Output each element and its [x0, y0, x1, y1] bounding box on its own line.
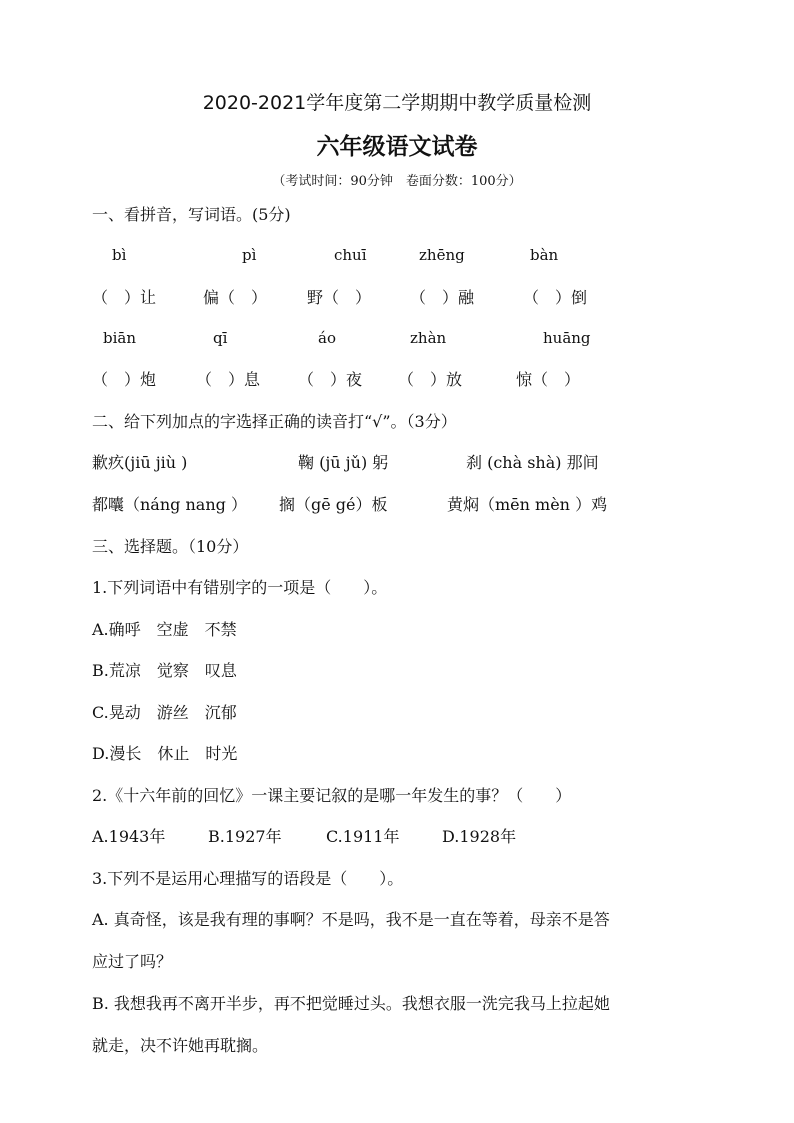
word-blank-1-2[interactable]: 偏（ ） — [203, 288, 268, 307]
section3-heading: 三、选择题。（10分） — [92, 537, 249, 556]
word-blank-1-3[interactable]: 野（ ） — [307, 288, 372, 307]
pronunciation-item-5[interactable]: 搁（gē gé）板 — [279, 495, 388, 514]
question-2-option-b[interactable]: B.1927年 — [208, 827, 282, 846]
question-3-option-a-line1[interactable]: A. 真奇怪，该是我有理的事啊？不是吗，我不是一直在等着，母亲不是答 — [92, 910, 610, 929]
question-3-option-b-line2[interactable]: 就走，决不许她再耽搁。 — [92, 1036, 269, 1055]
word-blank-2-2[interactable]: （ ）息 — [196, 370, 261, 389]
question-2-option-d[interactable]: D.1928年 — [442, 827, 517, 846]
question-1-option-b[interactable]: B.荒凉 觉察 叹息 — [92, 661, 237, 680]
pronunciation-item-6[interactable]: 黄焖（mēn mèn ）鸡 — [447, 495, 608, 514]
pinyin-2-3: áo — [318, 329, 336, 347]
question-3: 3.下列不是运用心理描写的语段是（ ）。 — [92, 869, 404, 888]
exam-info: （考试时间：90分钟 卷面分数：100分） — [272, 174, 522, 189]
question-2-option-a[interactable]: A.1943年 — [92, 827, 166, 846]
pinyin-1-2: pì — [242, 246, 257, 264]
section2-heading: 二、给下列加点的字选择正确的读音打“√”。（3分） — [92, 412, 457, 431]
pinyin-1-1: bì — [112, 246, 127, 264]
pronunciation-item-2[interactable]: 鞠 (jū jǔ) 躬 — [298, 453, 389, 472]
question-2: 2.《十六年前的回忆》一课主要记叙的是哪一年发生的事？（ ） — [92, 786, 572, 805]
pinyin-2-4: zhàn — [410, 329, 447, 347]
question-3-option-a-line2[interactable]: 应过了吗？ — [92, 952, 173, 971]
question-1-option-d[interactable]: D.漫长 休止 时光 — [92, 744, 238, 763]
word-blank-2-1[interactable]: （ ）炮 — [92, 370, 157, 389]
question-1-option-a[interactable]: A.确呼 空虚 不禁 — [92, 620, 237, 639]
question-2-option-c[interactable]: C.1911年 — [326, 827, 400, 846]
word-blank-2-3[interactable]: （ ）夜 — [298, 370, 363, 389]
pronunciation-item-4[interactable]: 都囔（náng nang ） — [92, 495, 247, 514]
question-3-option-b-line1[interactable]: B. 我想我再不离开半步，再不把觉睡过头。我想衣服一洗完我马上拉起她 — [92, 994, 610, 1013]
pronunciation-item-3[interactable]: 刹 (chà shà) 那间 — [466, 453, 599, 472]
pinyin-1-3: chuī — [334, 246, 367, 264]
word-blank-1-5[interactable]: （ ）倒 — [523, 288, 588, 307]
pinyin-2-1: biān — [103, 329, 137, 347]
question-1-option-c[interactable]: C.晃动 游丝 沉郁 — [92, 703, 237, 722]
exam-title: 2020-2021学年度第二学期期中教学质量检测 — [202, 92, 592, 114]
pinyin-1-5: bàn — [530, 246, 559, 264]
exam-subtitle: 六年级语文试卷 — [316, 134, 478, 160]
pronunciation-item-1[interactable]: 歉疚(jiū jiù ) — [92, 453, 188, 472]
pinyin-2-2: qī — [213, 329, 228, 347]
word-blank-1-4[interactable]: （ ）融 — [410, 288, 475, 307]
word-blank-2-5[interactable]: 惊（ ） — [516, 370, 581, 389]
pinyin-1-4: zhēng — [419, 246, 465, 264]
word-blank-1-1[interactable]: （ ）让 — [92, 288, 157, 307]
pinyin-2-5: huāng — [543, 329, 591, 347]
question-1: 1.下列词语中有错别字的一项是（ ）。 — [92, 578, 388, 597]
section1-heading: 一、看拼音，写词语。(5分) — [92, 205, 291, 224]
word-blank-2-4[interactable]: （ ）放 — [398, 370, 463, 389]
